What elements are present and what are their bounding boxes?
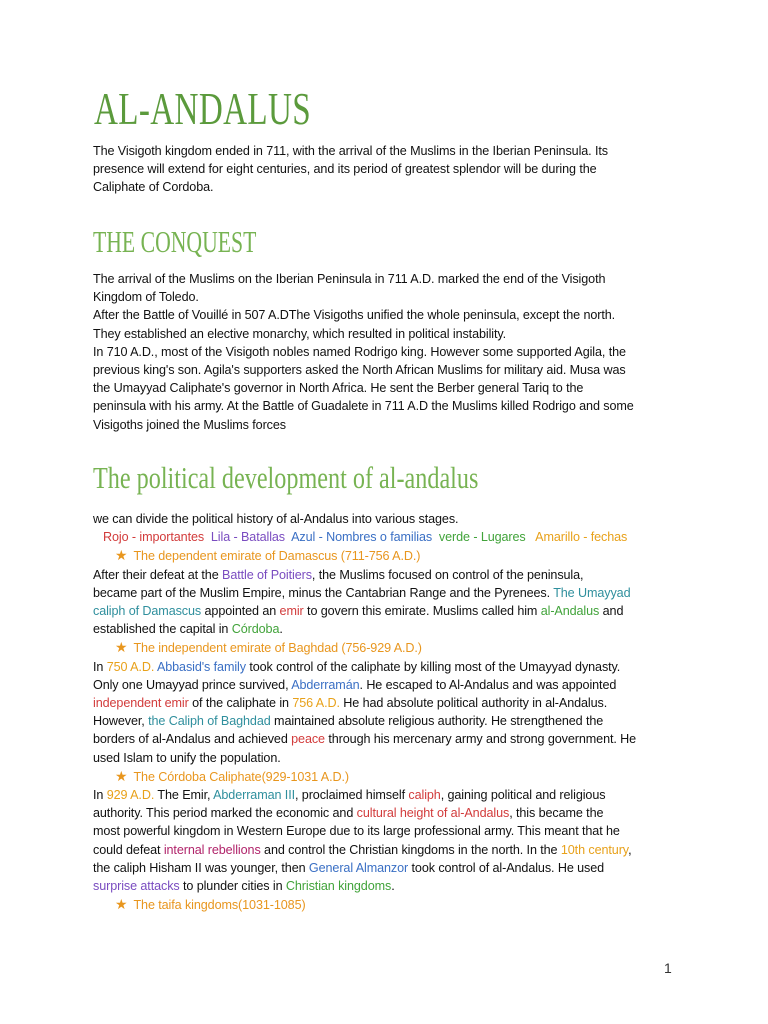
- text-line: peninsula with his army. At the Battle of Guadalete in 711 A.D the Muslims killed Rodrigo and some: [93, 399, 634, 414]
- text-line: surprise attacks to plunder cities in Christian kingdoms.: [93, 879, 395, 894]
- text-line: The Visigoth kingdom ended in 711, with the arrival of the Muslims in the Iberian Peninsula. Its: [93, 144, 608, 158]
- page-number: 1: [664, 960, 672, 976]
- date-term: 750 A.D.: [106, 659, 155, 674]
- name-term: caliph of Damascus: [93, 604, 202, 619]
- name-term: the Caliph of Baghdad: [148, 714, 271, 729]
- text-line: In 750 A.D. Abbasid's family took control of the caliphate by killing most of the Umayyad dynasty.: [93, 659, 621, 674]
- important-term: internal rebellions: [163, 842, 261, 857]
- name-term: The Umayyad: [553, 585, 631, 600]
- important-term: independent emir: [93, 696, 189, 711]
- text-line: In 710 A.D., most of the Visigoth nobles named Rodrigo king. However some supported Agila, the: [93, 344, 626, 359]
- battle-term: surprise attacks: [93, 879, 180, 894]
- stage-heading-cordoba-caliphate: ★ The Córdoba Caliphate(929-1031 A.D.): [115, 767, 349, 784]
- text-line: became part of the Muslim Empire, minus the Cantabrian Range and the Pyrenees. The Umayyad: [93, 585, 631, 600]
- stage-heading-taifa-kingdoms: ★ The taifa kingdoms(1031-1085): [115, 896, 306, 913]
- text-line: However, the Caliph of Baghdad maintained absolute religious authority. He strengthened the: [93, 714, 604, 729]
- section-heading-conquest: THE CONQUEST: [93, 224, 257, 259]
- name-term: Abderramán: [291, 677, 360, 692]
- important-term: peace: [291, 732, 325, 747]
- text-line: the Umayyad Caliphate's governor in North Africa. He sent the Berber general Tariq to the: [93, 381, 584, 396]
- section-heading-political-development: The political development of al-andalus: [93, 460, 479, 495]
- text-line: In 929 A.D. The Emir, Abderraman III, proclaimed himself caliph, gaining political and religious: [93, 788, 606, 803]
- legend-yellow: Amarillo - fechas: [535, 530, 628, 545]
- political-section: [93, 510, 683, 914]
- legend-red: Rojo - importantes: [103, 530, 205, 545]
- place-term: al-Andalus: [540, 604, 600, 619]
- intro-paragraph: [93, 142, 683, 197]
- text-line: presence will extend for eight centuries, and its period of greatest splendor will be during the: [93, 162, 597, 177]
- star-icon: ★: [115, 896, 128, 913]
- conquest-paragraph: [93, 270, 683, 434]
- place-term: Christian kingdoms: [285, 879, 392, 894]
- legend-blue: Azul - Nombres o familias: [291, 530, 433, 545]
- place-term: Córdoba: [231, 622, 280, 637]
- important-term: caliph: [408, 788, 441, 803]
- date-term: 10th century: [560, 842, 629, 857]
- stage-heading-dependent-emirate: ★ The dependent emirate of Damascus (711-756 A.D.): [115, 547, 421, 564]
- star-icon: ★: [115, 639, 128, 656]
- stage-heading-independent-emirate: ★ The independent emirate of Baghdad (756-929 A.D.): [115, 639, 422, 656]
- document-title: AL-ANDALUS: [94, 83, 312, 134]
- name-term: Abbasid's family: [156, 659, 246, 674]
- text-line: Visigoths joined the Muslims forces: [93, 417, 286, 432]
- text-line: Kingdom of Toledo.: [93, 290, 199, 305]
- text-line: After the Battle of Vouillé in 507 A.DThe Visigoths unified the whole peninsula, except the north.: [93, 308, 616, 323]
- text-line: used Islam to unify the population.: [93, 750, 281, 765]
- text-line: independent emir of the caliphate in 756 A.D. He had absolute political authority in al-Andalus.: [93, 696, 608, 711]
- text-line: The arrival of the Muslims on the Iberian Peninsula in 711 A.D. marked the end of the Visigoth: [93, 272, 606, 286]
- color-legend: [103, 528, 683, 546]
- text-line: established the capital in Córdoba.: [93, 622, 283, 637]
- text-line: most powerful kingdom in Western Europe due to its large professional army. This meant that he: [93, 824, 620, 839]
- text-line: They established an elective monarchy, which resulted in political instability.: [93, 326, 507, 341]
- star-icon: ★: [115, 767, 128, 784]
- text-line: the caliph Hisham II was younger, then General Almanzor took control of al-Andalus. He used: [93, 860, 605, 875]
- text-line: previous king's son. Agila's supporters asked the North African Muslims for military aid. Musa was: [93, 363, 626, 378]
- legend-green: verde - Lugares: [438, 530, 526, 545]
- battle-term: Battle of Poitiers: [222, 567, 312, 582]
- text-line: authority. This period marked the economic and cultural height of al-Andalus, this became the: [93, 806, 604, 821]
- text-line: could defeat internal rebellions and control the Christian kingdoms in the north. In the 10th century,: [93, 842, 632, 857]
- date-term: 756 A.D.: [292, 696, 340, 711]
- text-line: Only one Umayyad prince survived, Abderramán. He escaped to Al-Andalus and was appointed: [93, 677, 617, 692]
- text-line: After their defeat at the Battle of Poitiers, the Muslims focused on control of the peninsula,: [93, 567, 584, 582]
- date-term: 929 A.D.: [106, 788, 155, 803]
- political-intro: we can divide the political history of al-Andalus into various stages.: [93, 512, 459, 526]
- important-term: emir: [279, 604, 304, 619]
- important-term: cultural height of al-Andalus: [356, 806, 510, 821]
- text-line: Caliphate of Cordoba.: [93, 180, 214, 195]
- legend-purple: Lila - Batallas: [210, 530, 286, 545]
- text-line: caliph of Damascus appointed an emir to govern this emirate. Muslims called him al-Andalus and: [93, 604, 624, 619]
- name-term: General Almanzor: [308, 860, 409, 875]
- star-icon: ★: [115, 547, 128, 564]
- name-term: Abderraman III: [213, 788, 295, 803]
- text-line: borders of al-Andalus and achieved peace through his mercenary army and strong government. He: [93, 732, 637, 747]
